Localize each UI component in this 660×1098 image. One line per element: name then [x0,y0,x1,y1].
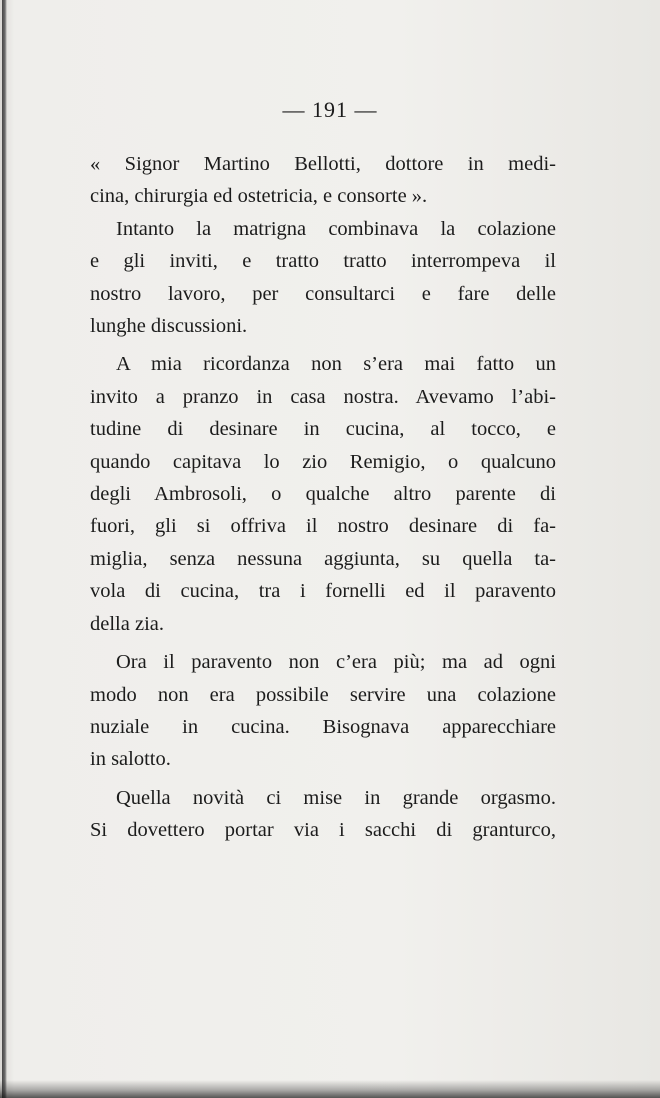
text-line: degli Ambrosoli, o qualche altro parente di [90,483,556,506]
page-text-body [90,148,556,847]
page-bottom-edge [0,1080,660,1098]
text-line: fuori, gli si offriva il nostro desinare di fa- [90,515,556,538]
text-line: modo non era possibile servire una colazione [90,683,556,706]
text-line: miglia, senza nessuna aggiunta, su quella ta- [90,547,556,570]
text-line: invito a pranzo in casa nostra. Avevamo l’abi- [90,385,556,408]
text-line: Si dovettero portar via i sacchi di granturco, [90,819,556,842]
text-line: A mia ricordanza non s’era mai fatto un [116,353,556,376]
text-line: Intanto la matrigna combinava la colazione [116,217,556,240]
text-line: « Signor Martino Bellotti, dottore in medi- [90,153,556,175]
text-line: quando capitava lo zio Remigio, o qualcuno [90,450,556,473]
text-line: Ora il paravento non c’era più; ma ad ogni [116,651,556,674]
text-line: e gli inviti, e tratto tratto interrompeva il [90,250,556,273]
page-number: — 191 — [282,97,378,122]
text-line: della zia. [90,612,164,635]
book-spine-shadow [2,0,7,1098]
text-line: cina, chirurgia ed ostetricia, e consorte ». [90,185,428,208]
text-line: tudine di desinare in cucina, al tocco, e [90,418,556,441]
text-line: vola di cucina, tra i fornelli ed il paravento [90,580,556,603]
text-line: Quella novità ci mise in grande orgasmo. [116,786,556,809]
text-line: nostro lavoro, per consultarci e fare delle [90,282,556,305]
text-line: lunghe discussioni. [90,315,248,338]
text-line: in salotto. [90,748,171,771]
text-line: nuziale in cucina. Bisognava apparecchiare [90,715,556,738]
